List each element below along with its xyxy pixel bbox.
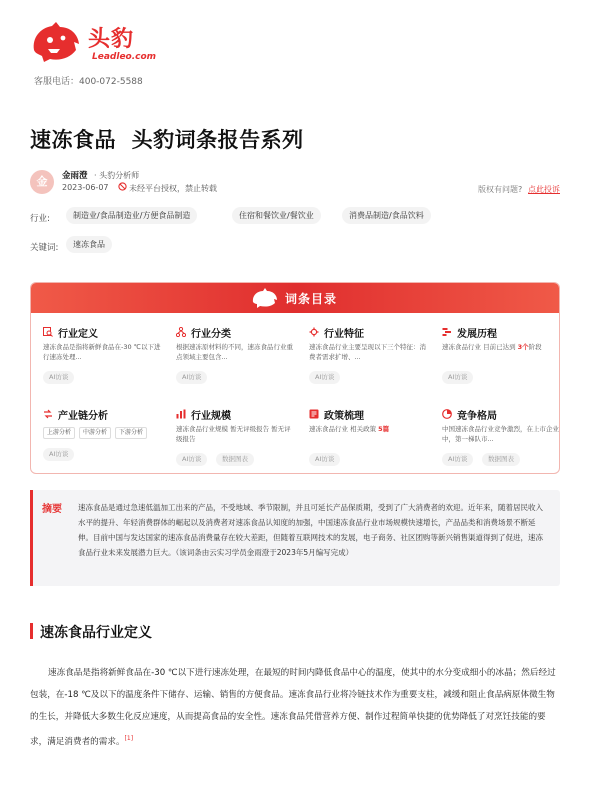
copyright-notice: 未经平台授权，禁止转载 xyxy=(129,184,217,193)
report-link[interactable]: 点此投诉 xyxy=(528,185,560,194)
catalog-item-desc: 中国速冻食品行业竞争激烈，在上市企业中，第一梯队市... xyxy=(442,425,559,443)
catalog-item-title: 政策梳理 xyxy=(324,411,364,422)
section-body-text: 速冻食品是指将新鲜食品在-30 ℃以下进行速冻处理，在最短的时间内降低食品中心的温度，使其中的水分变成细小的冰晶；然后经过包装，在-18 ℃及以下的温度条件下储存、运输、销售的方便食品。速冻食品行业将冷链技术作为重要支柱，减缓和阻止食品病原体微生物的生长，并降低大多数生化反应速度，从而提高食品的安全性。速冻食品凭借营养方便、制作过程简单快捷的优势降低了对烹饪技能的要求，满足消费者的需求。 xyxy=(30,668,556,747)
catalog-header xyxy=(31,283,560,313)
industry-tag[interactable]: 制造业/食品制造业/方便食品制造 xyxy=(66,207,197,224)
catalog-item-history[interactable] xyxy=(442,325,560,395)
section-accent-bar xyxy=(30,623,33,639)
author-role: · 头豹分析师 xyxy=(94,171,140,180)
gear-icon xyxy=(309,327,319,337)
page-title: 速冻食品 头豹词条报告系列 xyxy=(30,128,304,152)
author-name[interactable]: 金雨澄 xyxy=(62,171,88,181)
citation-link[interactable]: [1] xyxy=(124,735,134,742)
data-chart-chip[interactable]: 数据图表 xyxy=(482,453,520,466)
upstream-tag[interactable]: 上游分析 xyxy=(43,427,75,439)
industry-tag[interactable]: 住宿和餐饮业/餐饮业 xyxy=(232,207,321,224)
catalog-item-desc: 速冻食品行业主要呈现以下三个特征：消费者需求扩增、... xyxy=(309,343,426,361)
section-body xyxy=(30,662,560,753)
catalog-item-desc: 速冻食品行业规模 暂无评级报告 暂无评级报告 xyxy=(176,425,291,443)
avatar[interactable]: 金 xyxy=(30,170,54,194)
ai-interview-chip[interactable]: AI访谈 xyxy=(309,371,340,384)
pie-icon xyxy=(442,409,452,419)
brand-name-cn: 头豹 xyxy=(88,27,135,52)
catalog-item-desc: 速冻食品行业 相关政策 5篇 xyxy=(309,425,390,433)
hierarchy-icon xyxy=(176,327,186,337)
brand-name-en: Leadleo.com xyxy=(92,52,157,62)
publish-date: 2023-06-07 xyxy=(62,183,109,192)
catalog-item-title: 行业定义 xyxy=(58,329,98,340)
chain-icon xyxy=(43,409,53,419)
keyword-label: 关键词: xyxy=(30,243,59,253)
timeline-icon xyxy=(442,327,452,337)
ai-interview-chip[interactable]: AI访谈 xyxy=(176,453,207,466)
bar-chart-icon xyxy=(176,409,186,419)
summary-accent-bar xyxy=(30,490,33,586)
ai-interview-chip[interactable]: AI访谈 xyxy=(43,448,74,461)
catalog-item-title: 行业特征 xyxy=(324,329,364,340)
copyright-question: 版权有问题? xyxy=(478,185,523,194)
section-title: 速冻食品行业定义 xyxy=(40,625,152,641)
ai-interview-chip[interactable]: AI访谈 xyxy=(442,453,473,466)
search-doc-icon xyxy=(43,327,53,337)
catalog-item-chain[interactable] xyxy=(43,407,167,474)
hotline-text: 客服电话：400-072-5588 xyxy=(34,77,143,87)
policy-icon xyxy=(309,409,319,419)
industry-tag[interactable]: 消费品制造/食品饮料 xyxy=(342,207,431,224)
catalog-item-title: 发展历程 xyxy=(457,329,497,340)
summary-label: 摘要 xyxy=(42,504,62,515)
catalog-item-title: 竞争格局 xyxy=(457,411,497,422)
ai-interview-chip[interactable]: AI访谈 xyxy=(43,371,74,384)
ai-interview-chip[interactable]: AI访谈 xyxy=(442,371,473,384)
catalog-title: 词条目录 xyxy=(285,292,338,306)
summary-box xyxy=(30,490,560,586)
leopard-logo-icon xyxy=(251,288,279,308)
summary-text: 速冻食品是通过急速低温加工出来的产品，不受地域、季节限制，并且可延长产品保质期，受到了广大消费者的欢迎。近年来，随着居民收入水平的提升、年轻消费群体的崛起以及消费者对速冻食品认知度的加强，中国速冻食品行业市场规模快速增长，产品品类和消费场景不断延伸。目前中国与发达国家的速冻食品消费量存在较大差距，但随着互联网技术的发展，电子商务、社区团购等新兴销售渠道得到了促进，速冻食品行业未来发展潜力巨大。（该词条由云实习学员金雨澄于2023年5月编写完成） xyxy=(78,503,543,557)
catalog-item-features[interactable] xyxy=(309,325,433,395)
catalog-item-desc: 速冻食品是指将新鲜食品在-30 ℃以下进行速冻处理... xyxy=(43,343,161,361)
catalog-item-definition[interactable] xyxy=(43,325,167,395)
no-entry-icon xyxy=(118,182,127,191)
midstream-tag[interactable]: 中游分析 xyxy=(79,427,111,439)
catalog-item-competition[interactable] xyxy=(442,407,560,474)
ai-interview-chip[interactable]: AI访谈 xyxy=(176,371,207,384)
catalog-item-scale[interactable] xyxy=(176,407,300,474)
catalog-item-desc: 速冻食品行业 目前已达到 3个阶段 xyxy=(442,343,542,351)
catalog-panel xyxy=(30,282,560,474)
catalog-item-desc: 根据速冻原材料的不同，速冻食品行业重点领域主要包含... xyxy=(176,343,293,361)
leopard-logo-icon xyxy=(30,20,82,64)
industry-label: 行业: xyxy=(30,214,50,224)
catalog-item-title: 产业链分析 xyxy=(58,411,108,422)
leadleo-logo[interactable] xyxy=(30,14,157,70)
ai-interview-chip[interactable]: AI访谈 xyxy=(309,453,340,466)
catalog-item-classification[interactable] xyxy=(176,325,300,395)
catalog-item-title: 行业分类 xyxy=(191,329,231,340)
catalog-item-policy[interactable] xyxy=(309,407,433,474)
data-chart-chip[interactable]: 数据图表 xyxy=(216,453,254,466)
catalog-item-title: 行业规模 xyxy=(191,411,231,422)
keyword-tag[interactable]: 速冻食品 xyxy=(66,236,112,253)
downstream-tag[interactable]: 下游分析 xyxy=(115,427,147,439)
